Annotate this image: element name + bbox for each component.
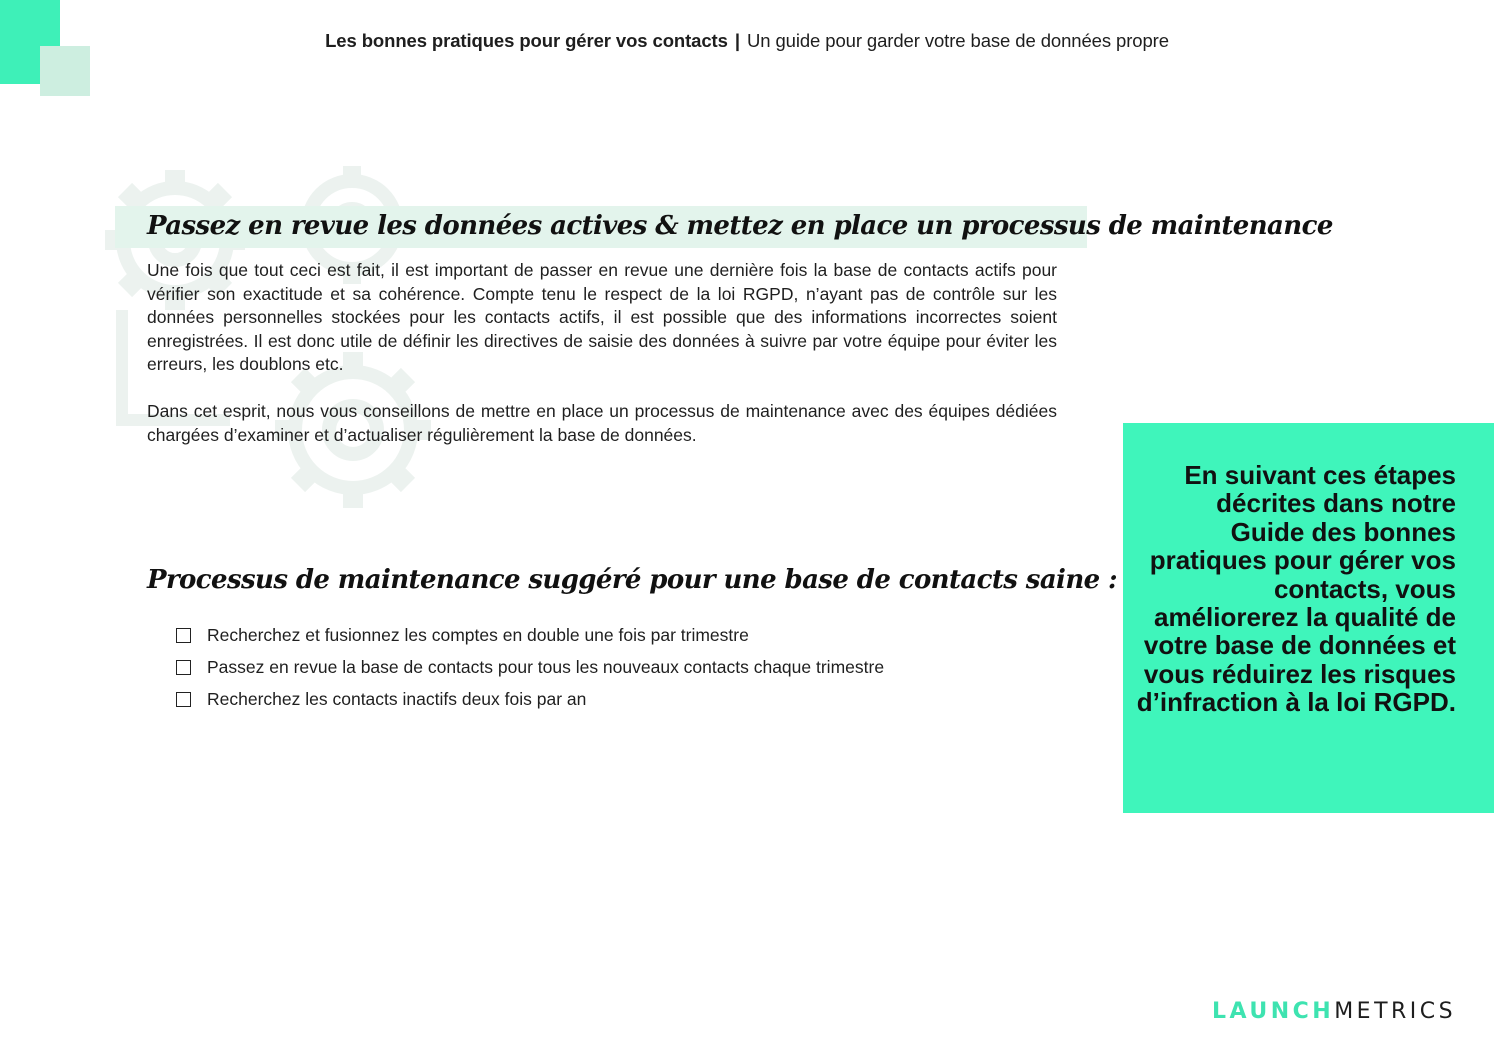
corner-accent-square-light bbox=[40, 46, 90, 96]
checkbox-icon[interactable] bbox=[176, 660, 191, 675]
maintenance-checklist bbox=[176, 619, 884, 715]
callout-text: En suivant ces étapes décrites dans notre Guide des bonnes pratiques pour gérer vos contacts, vous améliorerez la qualité de votre base de données et vous réduirez les risques d’infraction à la loi RGPD. bbox=[1136, 460, 1456, 718]
section-heading-process: Processus de maintenance suggéré pour une base de contacts saine : bbox=[147, 565, 1118, 595]
logo-part-metrics: METRICS bbox=[1334, 999, 1457, 1024]
checklist-item-label: Passez en revue la base de contacts pour tous les nouveaux contacts chaque trimestre bbox=[207, 656, 885, 677]
checklist-item bbox=[176, 651, 884, 683]
section-heading-review: Passez en revue les données actives & mettez en place un processus de maintenance bbox=[147, 211, 1333, 241]
launchmetrics-logo bbox=[1212, 999, 1456, 1024]
checklist-item-label: Recherchez les contacts inactifs deux fois par an bbox=[207, 688, 587, 709]
checkbox-icon[interactable] bbox=[176, 692, 191, 707]
page-header bbox=[0, 30, 1494, 52]
header-subtitle: Un guide pour garder votre base de données propre bbox=[746, 30, 1169, 51]
intro-paragraph: Une fois que tout ceci est fait, il est important de passer en revue une dernière fois la base de contacts actifs pour vérifier son exactitude et sa cohérence. Compte tenu le respect de la loi RGPD, n’ayant pas de contrôle sur les données personnelles stockées pour les contacts actifs, il est possible que des informations incorrectes soient enregistrées. Il est donc utile de définir les directives de saisie des données à suivre par votre équipe pour éviter les erreurs, les doublons etc. bbox=[147, 260, 1057, 374]
callout-box bbox=[1123, 423, 1494, 813]
header-title: Les bonnes pratiques pour gérer vos contacts bbox=[325, 30, 728, 51]
checkbox-icon[interactable] bbox=[176, 628, 191, 643]
checklist-item bbox=[176, 683, 884, 715]
header-separator: | bbox=[734, 30, 740, 51]
checklist-item bbox=[176, 619, 884, 651]
logo-part-launch: LAUNCH bbox=[1212, 999, 1335, 1024]
maintenance-paragraph: Dans cet esprit, nous vous conseillons de mettre en place un processus de maintenance avec des équipes dédiées chargées d’examiner et d’actualiser régulièrement la base de données. bbox=[147, 401, 1057, 445]
checklist-item-label: Recherchez et fusionnez les comptes en double une fois par trimestre bbox=[207, 624, 749, 645]
